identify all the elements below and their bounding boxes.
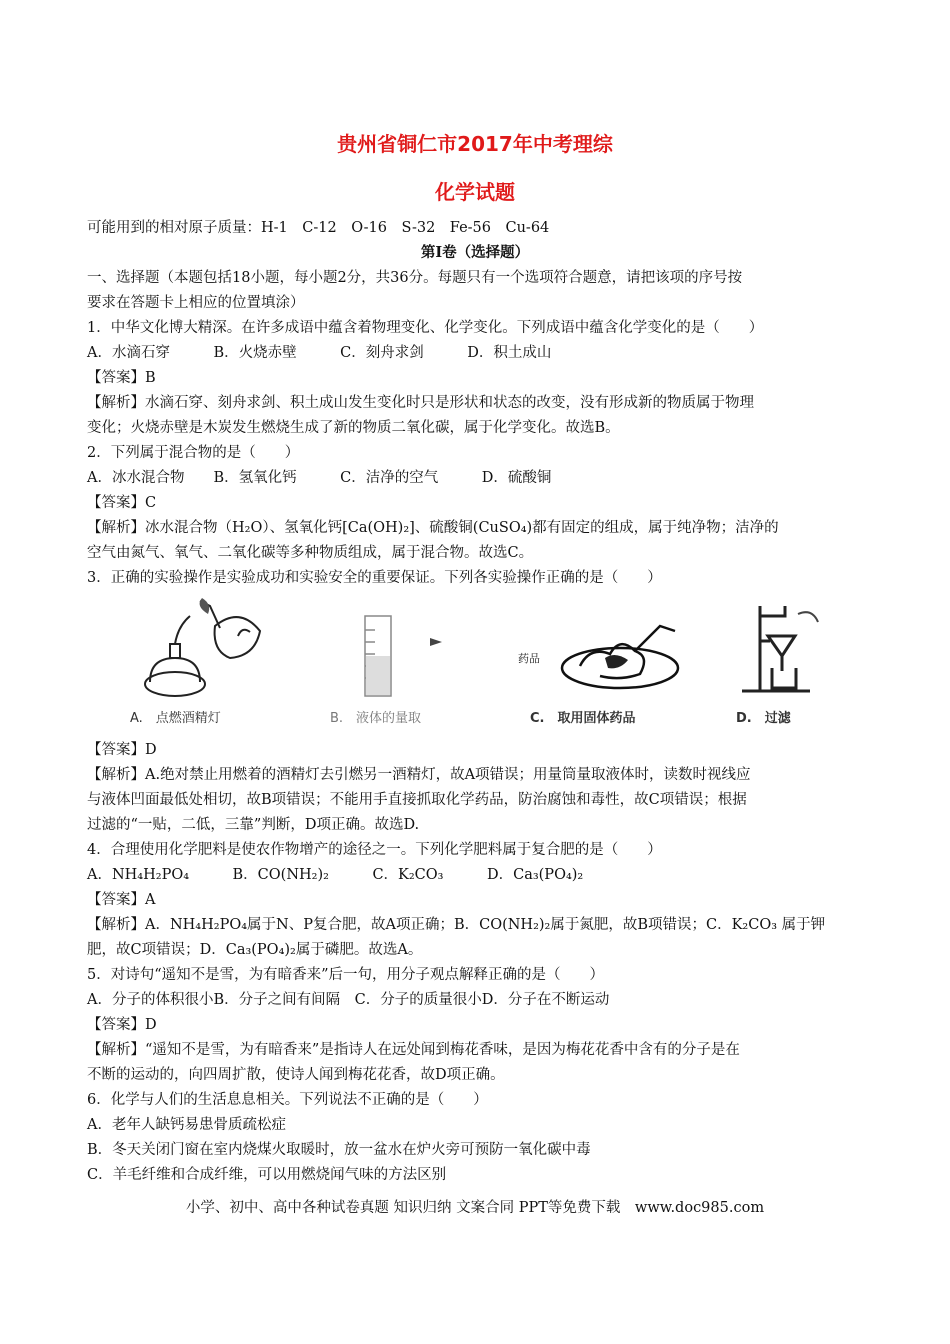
figure-d-filtration bbox=[720, 596, 840, 726]
analysis-3: 【解析】A.绝对禁止用燃着的酒精灯去引燃另一酒精灯，故A项错误；用量筒量取液体时，读数时视线应 bbox=[87, 767, 751, 783]
question-5-options: A．分子的体积很小B．分子之间有间隔 C．分子的质量很小D．分子在不断运动 bbox=[87, 992, 610, 1008]
analysis-2: 空气由氮气、氧气、二氧化碳等多种物质组成，属于混合物。故选C。 bbox=[87, 545, 534, 561]
analysis-5: 【解析】“遥知不是雪，为有暗香来”是指诗人在远处闻到梅花香味，是因为梅花花香中含有的分子是在 bbox=[87, 1042, 740, 1058]
figure-b-caption: B. 液体的量取 bbox=[330, 711, 422, 726]
document-title: 贵州省铜仁市2017年中考理综 bbox=[337, 132, 613, 156]
figure-b-graduated-cylinder bbox=[320, 596, 480, 726]
figure-c-caption: C. 取用固体药品 bbox=[530, 711, 636, 726]
figure-c-solid-reagent bbox=[510, 596, 710, 726]
figure-a-caption: A. 点燃酒精灯 bbox=[130, 711, 221, 726]
analysis-1: 【解析】水滴石穿、刻舟求剑、积土成山发生变化时只是形状和状态的改变，没有形成新的物质属于物理 bbox=[87, 395, 754, 411]
question-6-option-a: A．老年人缺钙易患骨质疏松症 bbox=[87, 1117, 286, 1133]
analysis-2: 【解析】冰水混合物（H₂O）、氢氧化钙[Ca(OH)₂]、硫酸铜(CuSO₄)都有固定的组成，属于纯净物；洁净的 bbox=[87, 520, 779, 536]
section-title: 第Ⅰ卷（选择题） bbox=[420, 244, 530, 261]
question-4-options: A．NH₄H₂PO₄ B．CO(NH₂)₂ C．K₂CO₃ D．Ca₃(PO₄)₂ bbox=[87, 867, 584, 883]
question-4: 4．合理使用化学肥料是使农作物增产的途径之一。下列化学肥料属于复合肥的是（ ） bbox=[87, 842, 662, 858]
graduated-cylinder-icon bbox=[320, 596, 480, 706]
question-3: 3．正确的实验操作是实验成功和实验安全的重要保证。下列各实验操作正确的是（ ） bbox=[87, 570, 662, 586]
answer-1: 【答案】B bbox=[87, 370, 156, 386]
document-subtitle: 化学试题 bbox=[435, 180, 515, 204]
text-line: 一、选择题（本题包括18小题，每小题2分，共36分。每题只有一个选项符合题意，请把该项的序号按 bbox=[87, 270, 743, 286]
question-5: 5．对诗句“遥知不是雪，为有暗香来”后一句，用分子观点解释正确的是（ ） bbox=[87, 967, 605, 983]
atomic-masses: 可能用到的相对原子质量：H-1 C-12 O-16 S-32 Fe-56 Cu-64 bbox=[87, 220, 550, 236]
filtration-icon bbox=[720, 596, 840, 706]
answer-5: 【答案】D bbox=[87, 1017, 157, 1033]
answer-2: 【答案】C bbox=[87, 495, 157, 511]
figure-c-label: 药品 bbox=[518, 652, 540, 665]
question-2-options: A．冰水混合物 B．氢氧化钙 C．洁净的空气 D．硫酸铜 bbox=[87, 470, 552, 486]
analysis-4: 【解析】A．NH₄H₂PO₄属于N、P复合肥，故A项正确；B．CO(NH₂)₂属于氮肥，故B项错误；C．K₂CO₃ 属于钾 bbox=[87, 917, 826, 933]
answer-3: 【答案】D bbox=[87, 742, 157, 758]
analysis-4: 肥，故C项错误；D．Ca₃(PO₄)₂属于磷肥。故选A。 bbox=[87, 942, 423, 958]
figure-a-alcohol-lamp bbox=[120, 596, 290, 726]
analysis-3: 过滤的“一贴，二低，三靠”判断，D项正确。故选D. bbox=[87, 817, 420, 833]
question-1: 1．中华文化博大精深。在许多成语中蕴含着物理变化、化学变化。下列成语中蕴含化学变化的是（ ） bbox=[87, 320, 764, 336]
answer-4: 【答案】A bbox=[87, 892, 156, 908]
analysis-3: 与液体凹面最低处相切，故B项错误；不能用手直接抓取化学药品，防治腐蚀和毒性，故C项错误；根据 bbox=[87, 792, 747, 808]
text-line: 要求在答题卡上相应的位置填涂） bbox=[87, 295, 305, 311]
question-6: 6．化学与人们的生活息息相关。下列说法不正确的是（ ） bbox=[87, 1092, 488, 1108]
question-1-options: A．水滴石穿 B．火烧赤壁 C．刻舟求剑 D．积土成山 bbox=[87, 345, 552, 361]
question-6-option-c: C．羊毛纤维和合成纤维，可以用燃烧闻气味的方法区别 bbox=[87, 1167, 447, 1183]
analysis-1: 变化；火烧赤壁是木炭发生燃烧生成了新的物质二氧化碳，属于化学变化。故选B。 bbox=[87, 420, 620, 436]
question-2: 2．下列属于混合物的是（ ） bbox=[87, 445, 300, 461]
page-footer: 小学、初中、高中各种试卷真题 知识归纳 文案合同 PPT等免费下载 www.doc985.com bbox=[185, 1200, 765, 1216]
figure-d-caption: D. 过滤 bbox=[736, 711, 791, 726]
alcohol-lamp-icon bbox=[120, 596, 290, 706]
hand-reagent-icon bbox=[510, 596, 710, 706]
analysis-5: 不断的运动的，向四周扩散，使诗人闻到梅花花香，故D项正确。 bbox=[87, 1067, 505, 1083]
question-6-option-b: B．冬天关闭门窗在室内烧煤火取暖时，放一盆水在炉火旁可预防一氧化碳中毒 bbox=[87, 1142, 591, 1158]
